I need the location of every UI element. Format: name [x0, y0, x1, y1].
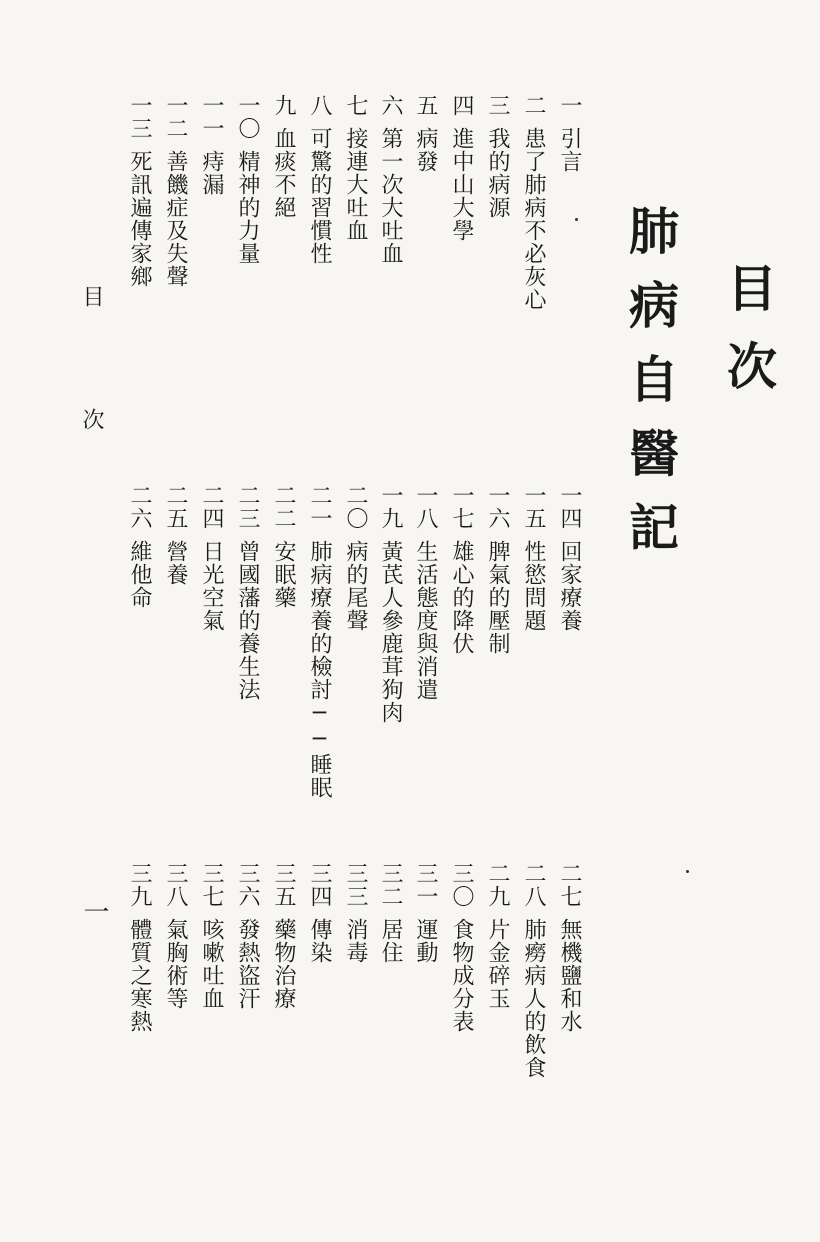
toc-entry: 三四傳染 [307, 862, 332, 964]
toc-entry: 二三曾國藩的養生法 [235, 484, 260, 701]
running-head: 目 次 [79, 285, 104, 468]
toc-entry: 一六脾氣的壓制 [485, 484, 510, 655]
toc-entry: 一八生活態度與消遣 [413, 484, 438, 701]
toc-entry: 三三消毒 [343, 862, 368, 964]
toc-entry: 九血痰不絕 [271, 94, 296, 219]
toc-entry: 一一痔漏 [199, 94, 224, 196]
toc-entry: 六第一次大吐血 [378, 94, 403, 265]
toc-entry: 三七咳嗽吐血 [199, 862, 224, 1010]
toc-entry: 二七無機鹽和水 [557, 862, 582, 1033]
toc-entry: 一引言 [557, 94, 582, 173]
toc-entry: 二一肺病療養的檢討──睡眠 [307, 484, 332, 799]
toc-entry: 三我的病源 [485, 94, 510, 219]
toc-entry: 一五性慾問題 [521, 484, 546, 632]
page-number: 一 [79, 898, 109, 924]
toc-entry: 一二善饑症及失聲 [163, 94, 188, 288]
toc-entry: 二患了肺病不必灰心 [521, 94, 546, 311]
toc-entry: 一三死訊遍傳家鄉 [127, 94, 152, 288]
toc-entry: 二二安眠藥 [271, 484, 296, 609]
toc-entry: 五病發 [413, 94, 438, 173]
print-speck [575, 218, 578, 221]
toc-entry: 三八氣胸術等 [163, 862, 188, 1010]
toc-entry: 一七雄心的降伏 [449, 484, 474, 655]
toc-entry: 二〇病的尾聲 [343, 484, 368, 632]
toc-entry: 三九體質之寒熱 [127, 862, 152, 1033]
toc-entry: 二八肺癆病人的飲食 [521, 862, 546, 1079]
toc-entry: 四進中山大學 [449, 94, 474, 242]
toc-entry: 二九片金碎玉 [485, 862, 510, 1010]
toc-entry: 三六發熱盜汗 [235, 862, 260, 1010]
toc-entry: 一〇精神的力量 [235, 94, 260, 265]
toc-entry: 二四日光空氣 [199, 484, 224, 632]
toc-entry: 七接連大吐血 [343, 94, 368, 242]
toc-entry: 三〇食物成分表 [449, 862, 474, 1033]
heading: 目次 [719, 262, 778, 418]
print-speck [686, 870, 689, 873]
toc-entry: 一四回家療養 [557, 484, 582, 632]
toc-entry: 一九黃芪人參鹿茸狗肉 [378, 484, 403, 724]
toc-entry: 二五營養 [163, 484, 188, 586]
toc-entry: 二六維他命 [127, 484, 152, 609]
book-title: 肺病自醫記 [621, 205, 680, 575]
toc-entry: 三一運動 [413, 862, 438, 964]
toc-entry: 三二居住 [378, 862, 403, 964]
toc-entry: 三五藥物治療 [271, 862, 296, 1010]
toc-entry: 八可驚的習慣性 [307, 94, 332, 265]
